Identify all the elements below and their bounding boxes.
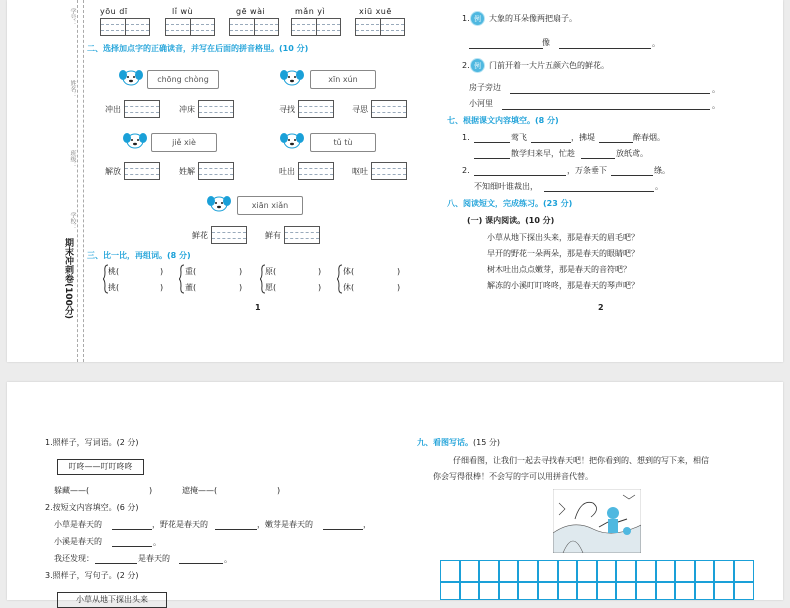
word-label: 解放 (105, 167, 121, 176)
poem-fill-text: 不知细叶谁裁出， (474, 182, 538, 191)
writing-grid-cell[interactable] (675, 582, 695, 600)
pinyin-answer-grid[interactable] (124, 162, 160, 180)
sentence-prefix: 房子旁边 (469, 83, 501, 92)
answer-line[interactable] (544, 191, 654, 192)
pinyin-answer-grid[interactable] (371, 100, 407, 118)
page-number-1: 1 (255, 303, 261, 312)
poem-line: 解冻的小溪叮叮咚咚，那是春天的琴声吧？ (487, 281, 639, 290)
example-badge-icon: 例 (470, 11, 485, 26)
worksheet-sheet-top (7, 0, 783, 362)
compare-char: 挑( (108, 283, 120, 292)
fill-text: ，野花是春天的 (152, 520, 208, 529)
puppy-icon (123, 129, 147, 151)
answer-line[interactable] (323, 529, 363, 530)
answer-line[interactable] (112, 529, 152, 530)
writing-grid-cell[interactable] (479, 582, 499, 600)
writing-grid-cell[interactable] (460, 560, 480, 582)
period: 。 (655, 182, 663, 191)
section-2-title: 二、选择加点字的正确读音，并写在后面的拼音格里。(10 分) (87, 44, 309, 53)
writing-grid-cell[interactable] (558, 582, 578, 600)
section-9-score: (15 分) (473, 438, 500, 447)
writing-grid-cell[interactable] (695, 582, 715, 600)
tianzige-grid[interactable] (165, 18, 215, 36)
writing-grid-cell[interactable] (538, 582, 558, 600)
close-paren: ) (160, 267, 164, 276)
close-paren: ) (239, 267, 243, 276)
pinyin-top-1: yōu dī (100, 7, 128, 16)
word-label: 寻找 (279, 105, 295, 114)
pinyin-option-box: xiān xiǎn (237, 196, 303, 215)
item-number: 2. (462, 61, 470, 70)
poem-fill-text: ，拂堤 (571, 133, 595, 142)
answer-word: 像 (542, 38, 550, 47)
fill-text: 是春天的 (138, 554, 170, 563)
answer-line[interactable] (510, 93, 710, 94)
section-9-title (417, 439, 500, 447)
word-label: 吐出 (279, 167, 295, 176)
word-label: 呕吐 (352, 167, 368, 176)
period: 。 (153, 538, 161, 547)
answer-line[interactable] (559, 48, 651, 49)
word-label: 冲出 (105, 105, 121, 114)
pinyin-answer-grid[interactable] (371, 162, 407, 180)
fill-prefix: 遮掩——( (182, 486, 218, 495)
writing-grid-cell[interactable] (499, 582, 519, 600)
poem-line: 小草从地下探出头来，那是春天的眉毛吧？ (487, 233, 639, 242)
word-label: 冲床 (179, 105, 195, 114)
period: 。 (652, 39, 660, 48)
writing-grid-cell[interactable] (656, 560, 676, 582)
pinyin-top-3: gē wài (236, 7, 266, 16)
class-label: 班级： (69, 150, 76, 168)
pinyin-answer-grid[interactable] (198, 100, 234, 118)
writing-grid-cell[interactable] (558, 560, 578, 582)
pinyin-top-5: xiū xuē (359, 7, 392, 16)
fill-text: ， (363, 520, 371, 529)
writing-grid-cell[interactable] (734, 560, 754, 582)
name-label: 姓名： (69, 80, 76, 98)
tianzige-grid[interactable] (229, 18, 279, 36)
question-1: 1.照样子，写词语。(2 分) (45, 438, 139, 447)
binding-dashed-line (77, 0, 78, 362)
question-3: 3.照样子，写句子。(2 分) (45, 571, 139, 580)
question-2: 2.按短文内容填空。(6 分) (45, 503, 139, 512)
answer-line[interactable] (112, 546, 152, 547)
word-label: 鲜有 (265, 231, 281, 240)
writing-grid-cell[interactable] (616, 560, 636, 582)
answer-line[interactable] (474, 142, 510, 143)
writing-grid-cell[interactable] (440, 582, 460, 600)
compare-char: 董( (185, 283, 197, 292)
poem-fill-text: 醉春烟。 (633, 133, 665, 142)
writing-grid-cell[interactable] (577, 582, 597, 600)
answer-line[interactable] (599, 142, 633, 143)
pinyin-option-box: xīn xún (310, 70, 376, 89)
compare-char: 重( (185, 267, 197, 276)
binding-dashed-line (83, 0, 84, 362)
poem-fill-text: 绦。 (654, 166, 670, 175)
poem-fill-text: 放纸鸢。 (616, 149, 648, 158)
writing-grid-cell[interactable] (656, 582, 676, 600)
section-9-title-text: 九、看图写话。 (417, 438, 473, 447)
close-paren: ) (149, 486, 153, 495)
close-paren: ) (397, 283, 401, 292)
instruction-line-1: 仔细看图，让我们一起去寻找春天吧！把你看到的、想到的写下来，相信 (453, 456, 709, 465)
compare-char: 休( (343, 283, 355, 292)
fill-text: 小溪是春天的 (54, 537, 102, 546)
writing-grid-cell[interactable] (499, 560, 519, 582)
tianzige-grid[interactable] (355, 18, 405, 36)
answer-line[interactable] (474, 158, 510, 159)
writing-grid-cell[interactable] (636, 582, 656, 600)
answer-line[interactable] (611, 175, 653, 176)
period: 。 (224, 555, 232, 564)
answer-line[interactable] (502, 109, 710, 110)
compare-char: 体( (343, 267, 355, 276)
pinyin-top-4: mǎn yì (295, 7, 326, 16)
example-box: 小草从地下探出头来 (57, 592, 167, 608)
pinyin-option-box: jiě xiè (151, 133, 217, 152)
answer-line[interactable] (581, 158, 615, 159)
period: 。 (712, 101, 720, 110)
puppy-icon (207, 192, 231, 214)
poem-fill-text: 莺飞 (511, 133, 527, 142)
close-paren: ) (160, 283, 164, 292)
poem-line: 早开的野花一朵两朵，那是春天的眼睛吧？ (487, 249, 639, 258)
school-label: 学校： (69, 212, 76, 230)
subsection-title: (一) 课内阅读。(10 分) (467, 216, 555, 225)
section-7-title: 七、根据课文内容填空。(8 分) (447, 116, 559, 125)
poem-line: 树木吐出点点嫩芽，那是春天的音符吧？ (487, 265, 631, 274)
sentence-prefix: 小河里 (469, 99, 493, 108)
tianzige-grid[interactable] (100, 18, 150, 36)
puppy-icon (280, 66, 304, 88)
writing-grid-cell[interactable] (518, 560, 538, 582)
instruction-line-2: 你会写得很棒！不会写的字可以用拼音代替。 (433, 472, 593, 481)
close-paren: ) (239, 283, 243, 292)
writing-grid-cell[interactable] (538, 560, 558, 582)
close-paren: ) (397, 267, 401, 276)
poem-fill-text: ，万条垂下 (567, 166, 607, 175)
period: 。 (712, 85, 720, 94)
pinyin-option-box: chōng chòng (147, 70, 219, 89)
fill-text: 我还发现： (54, 554, 94, 563)
close-paren: ) (277, 486, 281, 495)
writing-grid-cell[interactable] (695, 560, 715, 582)
item-number: 1. (462, 14, 470, 23)
pinyin-option-box: tǔ tù (310, 133, 376, 152)
writing-grid-cell[interactable] (675, 560, 695, 582)
answer-line[interactable] (215, 529, 257, 530)
compare-char: 原( (265, 267, 277, 276)
writing-grid-cell[interactable] (440, 560, 460, 582)
answer-line[interactable] (474, 175, 566, 176)
close-paren: ) (318, 267, 322, 276)
pinyin-top-2: lǐ wù (172, 7, 194, 16)
section-3-title: 三、比一比，再组词。(8 分) (87, 251, 191, 260)
pinyin-answer-grid[interactable] (298, 162, 334, 180)
puppy-icon (280, 129, 304, 151)
page-number-2: 2 (598, 303, 604, 312)
example-sentence-2: 门前开着一大片五颜六色的鲜花。 (489, 61, 609, 70)
pinyin-answer-grid[interactable] (211, 226, 247, 244)
word-label: 寻思 (352, 105, 368, 114)
writing-grid-cell[interactable] (714, 582, 734, 600)
compare-char: 愿( (265, 283, 277, 292)
writing-grid-cell[interactable] (597, 582, 617, 600)
writing-grid-cell[interactable] (479, 560, 499, 582)
answer-line[interactable] (469, 48, 543, 49)
poem-fill-text: 散学归来早，忙趁 (511, 149, 575, 158)
word-label: 鲜花 (192, 231, 208, 240)
writing-grid-cell[interactable] (518, 582, 538, 600)
pinyin-answer-grid[interactable] (198, 162, 234, 180)
answer-line[interactable] (95, 563, 137, 564)
word-label: 姓解 (179, 167, 195, 176)
worksheet-sheet-bottom (7, 382, 783, 604)
answer-line[interactable] (179, 563, 223, 564)
pinyin-answer-grid[interactable] (124, 100, 160, 118)
section-8-title: 八、阅读短文，完成练习。(23 分) (447, 199, 573, 208)
spring-scene-illustration (553, 489, 641, 553)
fill-text: 小草是春天的 (54, 520, 102, 529)
example-badge-icon: 例 (470, 58, 485, 73)
tianzige-grid[interactable] (291, 18, 341, 36)
example-sentence-1: 大象的耳朵像两把扇子。 (489, 14, 577, 23)
example-box: 叮咚——叮叮咚咚 (57, 459, 144, 475)
item-number: 1. (462, 133, 470, 142)
writing-grid-cell[interactable] (714, 560, 734, 582)
student-id-label: 学号： (69, 8, 76, 26)
writing-grid-cell[interactable] (460, 582, 480, 600)
item-number: 2. (462, 166, 470, 175)
writing-grid-cell[interactable] (616, 582, 636, 600)
writing-grid-cell[interactable] (597, 560, 617, 582)
writing-grid-cell[interactable] (577, 560, 597, 582)
fill-prefix: 躲藏——( (54, 486, 90, 495)
puppy-icon (119, 66, 143, 88)
fill-text: ，嫩芽是春天的 (257, 520, 313, 529)
pinyin-answer-grid[interactable] (284, 226, 320, 244)
exam-title-vertical: 期末冲刺卷(100分) (63, 238, 73, 320)
writing-grid-cell[interactable] (636, 560, 656, 582)
close-paren: ) (318, 283, 322, 292)
pinyin-answer-grid[interactable] (298, 100, 334, 118)
writing-grid-cell[interactable] (734, 582, 754, 600)
answer-line[interactable] (531, 142, 571, 143)
compare-char: 桃( (108, 267, 120, 276)
